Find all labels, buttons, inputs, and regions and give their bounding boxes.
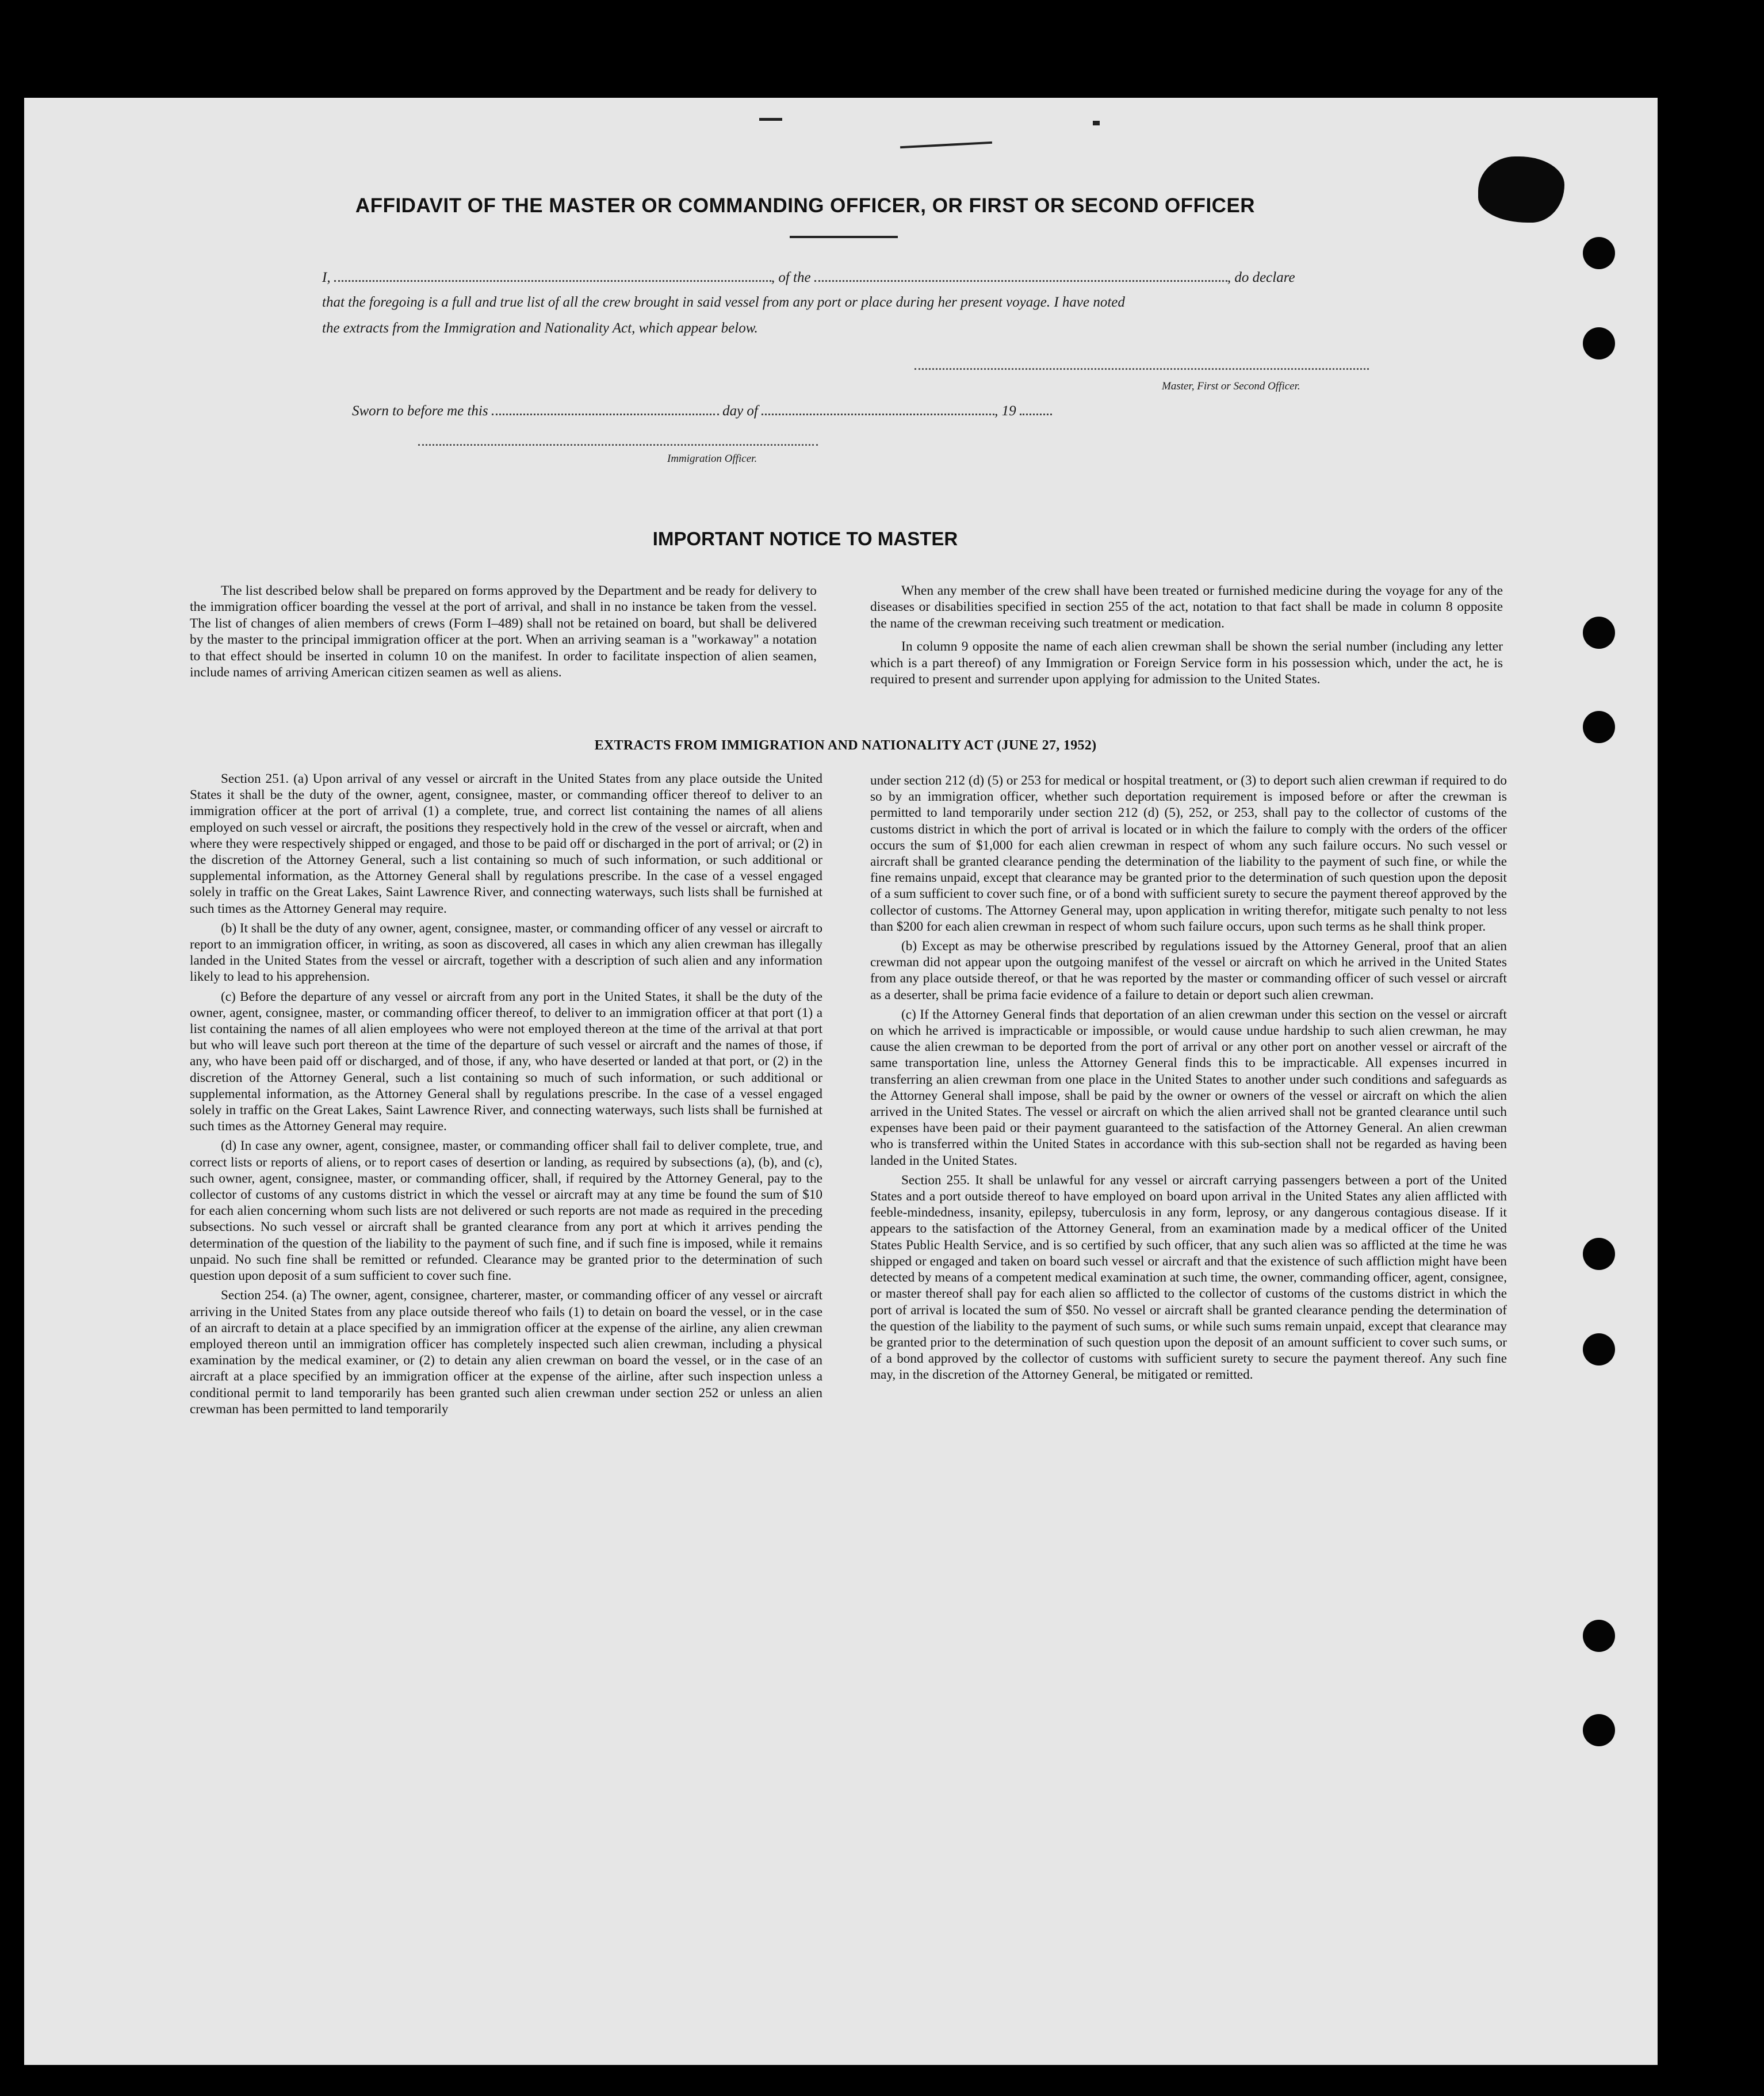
title-divider xyxy=(790,236,898,238)
scan-mark xyxy=(759,118,782,121)
law-paragraph: under section 212 (d) (5) or 253 for medical or hospital treatment, or (3) to deport such alien crewman if required to do so by an immigration officer, whether such deportation requirement is imposed before or after the crewman is permitted to land temporarily under section 212 (d) (5), 252, or 253, shall pay to the collector of customs of the customs district in which the port of arrival is located or in which the failure to comply with the orders of the officer occurs the sum of $1,000 for each alien crewman in respect of whom any such failure occurs. No such vessel or aircraft shall be granted clearance pending the determination of the liability to the payment of such fine, or while the fine remains unpaid, except that clearance may be granted prior to the determination of such question upon the deposit of a sum sufficient to cover such fine, or of a bond with sufficient surety to secure the payment thereof approved by the collector of customs. The Attorney General may, upon application in writing therefor, mitigate such penalty to not less than $200 for each alien crewman in respect of whom such failure occurs, upon such terms as he shall think proper. xyxy=(870,773,1507,934)
officer-signature-label: Immigration Officer. xyxy=(667,453,757,465)
notice-right-column xyxy=(870,583,1503,687)
law-paragraph: Section 255. It shall be unlawful for any vessel or aircraft carrying passengers between a port of the United States and a port outside thereof to have employed on board upon arrival in the United States any alien afflicted with feeble-mindedness, insanity, epilepsy, tuberculosis in any form, leprosy, or any dangerous contagious disease. If it appears to the satisfaction of the Attorney General, from an examination made by a medical officer of the United States Public Health Service, and is so certified by such officer, that any such alien was so afflicted at the time he was shipped or engaged and taken on board such vessel or aircraft and that the existence of such affliction might have been detected by means of a competent medical examination at such time, the owner, commanding officer, agent, consignee, or master thereof shall pay for each alien so afflicted to the collector of customs of the customs district in which the port of arrival is located the sum of $50. No vessel or aircraft shall be granted clearance pending the determination of the question of the liability to the payment of such sums, or while such sums remain unpaid, except that clearance may be granted prior to the determination of such question upon the deposit of an amount sufficient to cover such sums, or of a bond approved by the collector of customs with sufficient surety to secure the payment thereof. Any such fine may, in the discretion of the Attorney General, be mitigated or remitted. xyxy=(870,1172,1507,1383)
declarant-prefix: I, xyxy=(322,270,331,285)
affidavit-statement-line: that the foregoing is a full and true list of all the crew brought in said vessel from any port or place during her present voyage. I have noted xyxy=(322,294,1125,310)
sworn-line xyxy=(352,401,1405,419)
ink-blot xyxy=(1478,156,1564,223)
law-paragraph: (d) In case any owner, agent, consignee, master, or commanding officer shall fail to deliver complete, true, and correct lists or reports of aliens, or to report cases of desertion or landing, as required by subsections (a), (b), and (c), such owner, agent, consignee, master, or commanding officer, shall, if required by the Attorney General, pay to the collector of customs of any customs district in which the vessel or aircraft may at any time be found the sum of $10 for each alien concerning whom such lists are not delivered or such reports are not made as required in the preceding subsections. No such vessel or aircraft shall be granted clearance from any port at which it arrives pending the determination of the question of the liability to the payment of such fine, and if such fine is imposed, while it remains unpaid. No such fine shall be remitted or refunded. Clearance may be granted prior to the determination of such question upon deposit of a sum sufficient to cover such fine. xyxy=(190,1138,822,1284)
punch-hole xyxy=(1583,1620,1615,1652)
law-paragraph: Section 251. (a) Upon arrival of any vessel or aircraft in the United States from any place outside the United States it shall be the duty of the owner, agent, consignee, master, or commanding officer thereof to deliver to an immigration officer at the port of arrival (1) a complete, true, and correct list containing the names of all aliens employed on such vessel or aircraft, the positions they respectively hold in the crew of the vessel or aircraft, when and where they were respectively shipped or engaged, and those to be paid off or discharged in the port of arrival; or (2) in the discretion of the Attorney General, such a list containing so much of such information, or such additional or supplemental information, as the Attorney General shall by regulations prescribe. In the case of a vessel engaged solely in traffic on the Great Lakes, Saint Lawrence River, and connecting waterways, such lists shall be furnished at such times as the Attorney General may require. xyxy=(190,771,822,916)
day-of-label: day of xyxy=(722,403,758,419)
notice-paragraph: The list described below shall be prepared on forms approved by the Department and be ready for delivery to the immigration officer boarding the vessel at the port of arrival, and shall in no instance be taken from the vessel. The list of changes of alien members of crews (Form I–489) shall not be retained on board, but shall be delivered by the master to the principal immigration officer at the port. When an arriving seaman is a "workaway" a notation to that effect should be inserted in column 10 on the manifest. In order to facilitate inspection of alien seamen, include names of arriving American citizen seamen as well as aliens. xyxy=(190,583,817,680)
punch-hole xyxy=(1583,711,1615,743)
punch-hole xyxy=(1583,327,1615,359)
law-right-column xyxy=(870,772,1507,1383)
law-paragraph: (c) Before the departure of any vessel or aircraft from any port in the United States, it shall be the duty of the owner, agent, consignee, master, or commanding officer thereof, to deliver to an immigration officer at that port (1) a list containing the names of all alien employees who were not employed thereon at the time of the arrival at that port but who will leave such port thereon at the time of the departure of such vessel or aircraft and the names of those, if any, who have been paid off or discharged, and of those, if any, who have deserted or landed at that port, or (2) in the discretion of the Attorney General, such a list containing so much of such information, or such additional or supplemental information, as the Attorney General shall by regulations prescribe. In the case of a vessel engaged solely in traffic on the Great Lakes, Saint Lawrence River, and connecting waterways, such lists shall be furnished at such times as the Attorney General may require. xyxy=(190,989,822,1134)
law-left-column xyxy=(190,771,822,1417)
affidavit-title: AFFIDAVIT OF THE MASTER OR COMMANDING OFFICER, OR FIRST OR SECOND OFFICER xyxy=(355,194,1256,217)
punch-hole xyxy=(1583,1333,1615,1366)
law-paragraph: (c) If the Attorney General finds that deportation of an alien crewman under this section on the vessel or aircraft on which he arrived is impracticable or impossible, or would cause undue hardship to such alien crewman, he may cause the alien crewman to be deported from the port of arrival or any other port on another vessel or aircraft of the same transportation line, unless the Attorney General finds this to be impracticable. All expenses incurred in transferring an alien crewman from one place in the United States to another under such conditions and safeguards as the Attorney General shall impose, shall be paid by the owner or owners of the vessel or aircraft on which the alien arrived in the United States. The vessel or aircraft on which the alien arrived shall not be granted clearance until such expenses have been paid or their payment guaranteed to the satisfaction of the Attorney General. An alien crewman who is transferred within the United States in accordance with this sub-section shall not be regarded as having been landed in the United States. xyxy=(870,1007,1507,1168)
notice-paragraph: When any member of the crew shall have been treated or furnished medicine during the voyage for any of the diseases or disabilities specified in section 255 of the act, notation to that fact shall be made in column 8 opposite the name of the crewman receiving such treatment or medication. xyxy=(870,583,1503,631)
scan-mark xyxy=(1093,121,1100,125)
sworn-day-field[interactable] xyxy=(492,401,719,415)
affidavit-declaration-line xyxy=(322,267,1375,286)
notice-paragraph: In column 9 opposite the name of each alien crewman shall be shown the serial number (including any letter which is a part thereof) of any Immigration or Foreign Service form in his possession which, under the act, he is required to present and surrender upon applying for admission to the United States. xyxy=(870,639,1503,687)
declare-label: , do declare xyxy=(1227,270,1295,285)
extracts-heading: EXTRACTS FROM IMMIGRATION AND NATIONALITY ACT (JUNE 27, 1952) xyxy=(594,738,1097,753)
officer-signature-field[interactable] xyxy=(418,444,818,446)
punch-hole xyxy=(1583,237,1615,269)
sworn-prefix: Sworn to before me this xyxy=(352,403,488,419)
affidavit-statement-line: the extracts from the Immigration and Nationality Act, which appear below. xyxy=(322,320,758,336)
of-the-label: , of the xyxy=(771,270,811,285)
punch-hole xyxy=(1583,1714,1615,1746)
vessel-name-field[interactable] xyxy=(814,267,1227,282)
notice-left-column xyxy=(190,583,817,680)
law-paragraph: Section 254. (a) The owner, agent, consignee, charterer, master, or commanding officer of any vessel or aircraft arriving in the United States from any place outside thereof who fails (1) to detain on board the vessel, or in the case of an aircraft to detain at a place specified by an immigration officer at the expense of the airline, any alien crewman employed thereon until an immigration officer has completely inspected such alien crewman, including a physical examination by the medical examiner, or (2) to detain any alien crewman on board the vessel, or in the case of an aircraft at a place specified by an immigration officer at the expense of the airline, after such inspection unless a conditional permit to land temporarily has been granted such alien crewman under section 252 or unless an alien crewman has been permitted to land temporarily xyxy=(190,1288,822,1417)
sworn-month-field[interactable] xyxy=(762,401,994,415)
punch-hole xyxy=(1583,617,1615,649)
law-paragraph: (b) It shall be the duty of any owner, agent, consignee, master, or commanding officer of any vessel or aircraft to report to an immigration officer, in writing, as soon as discovered, all cases in which any alien crewman has illegally landed in the United States from the vessel or aircraft, together with a description of such alien and any information likely to lead to his apprehension. xyxy=(190,920,822,985)
declarant-name-field[interactable] xyxy=(334,267,771,282)
punch-hole xyxy=(1583,1238,1615,1270)
master-signature-label: Master, First or Second Officer. xyxy=(1162,380,1300,392)
year-label: , 19 xyxy=(994,403,1016,419)
notice-title: IMPORTANT NOTICE TO MASTER xyxy=(652,528,958,549)
master-signature-field[interactable] xyxy=(914,368,1369,370)
sworn-year-field[interactable] xyxy=(1020,401,1052,415)
law-paragraph: (b) Except as may be otherwise prescribed by regulations issued by the Attorney General, proof that an alien crewman did not appear upon the outgoing manifest of the vessel or aircraft on which he arrived in the United States from any place outside thereof, or that he was reported by the master or commanding officer of such vessel or aircraft as a deserter, shall be prima facie evidence of a failure to detain or deport such alien crewman. xyxy=(870,939,1507,1003)
